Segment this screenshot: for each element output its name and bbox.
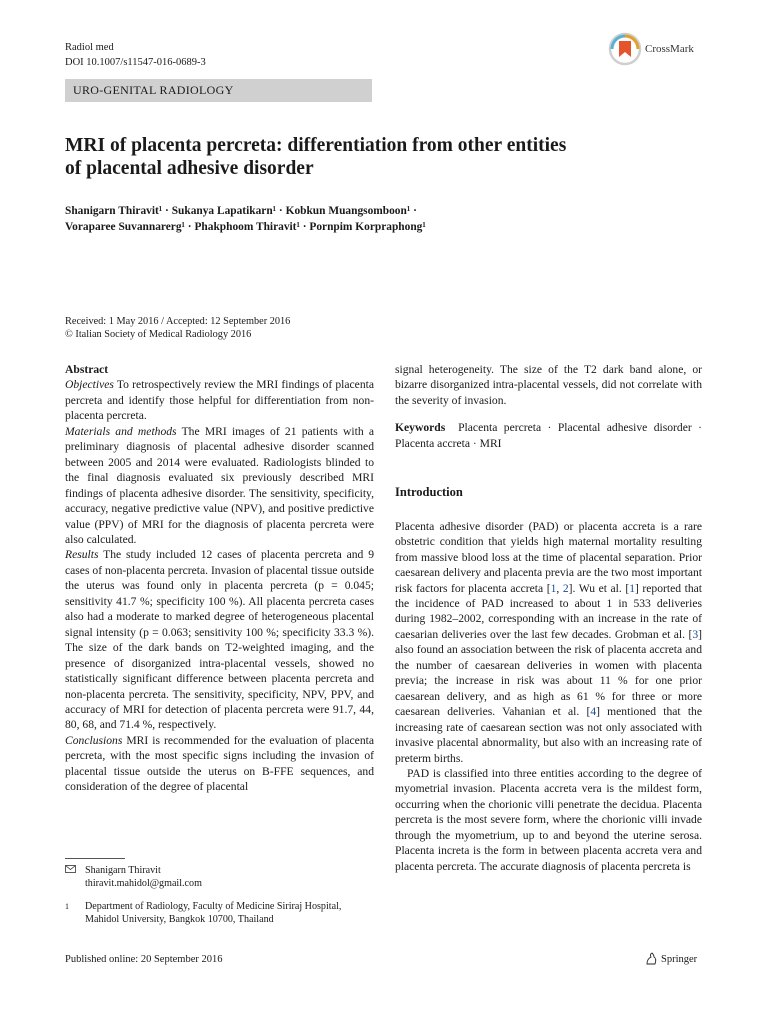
- results-text: The study included 12 cases of placenta percreta and 9 cases of non-placenta percreta. Invasion of placental tissue outside the uterus was found only in placenta percreta (p = 0.045; sensitivity 41.7 %; specificity 100 %). All placenta percreta cases also had a moderate to marked degree of heterogeneous placental signal intensity (p = 0.063; sensitivity 100 %; specificity 33.3 %). The size of the dark bands on T2-weighted imaging, and the presence of disorganized intra-placental vessels, showed no statistically significant difference between placenta percreta and non-placenta percreta. The sensitivity, specificity, NPV, PPV, and accuracy of MRI for detection of placenta percreta were 91.7, 44, 80, 68, and 71.4 %, respectively.: [65, 548, 374, 732]
- intro-text: ] also found an association between the risk of placenta accreta and the number of caesarean deliveries in women with placenta previa; the increase in risk was about 11 % for one prior caesarean delivery, and as high as 61 % for three or more caesarean deliveries. Vahanian et al. [: [395, 627, 702, 719]
- corresponding-author: [65, 864, 365, 890]
- intro-text: ]. Wu et al. [: [568, 581, 630, 595]
- conclusions-text: MRI is recommended for the evaluation of placenta percreta, with the most specific signs including the invasion of placental tissue outside the uterus on B-FFE sequences, and consideration of the degree of placental: [65, 733, 374, 794]
- abstract-conclusions: [65, 733, 374, 795]
- crossmark-label: CrossMark: [645, 43, 694, 55]
- methods-label: Materials and methods: [65, 424, 177, 438]
- title-line-1: MRI of placenta percreta: differentiation from other entities: [65, 135, 567, 156]
- conclusions-continued: signal heterogeneity. The size of the T2 dark band alone, or bizarre disorganized intra-placental vessels, did not correlate with the severity of invasion.: [395, 363, 702, 407]
- conclusions-label: Conclusions: [65, 733, 123, 747]
- authors-line-2: Voraparee Suvannarerg¹ · Phakphoom Thiravit¹ · Pornpim Korpraphong¹: [65, 221, 426, 233]
- journal-header: [65, 40, 206, 70]
- title-line-2: of placental adhesive disorder: [65, 158, 314, 179]
- intro-paragraph-1: [395, 519, 702, 766]
- copyright: © Italian Society of Medical Radiology 2016: [65, 329, 252, 340]
- citation-link[interactable]: 3: [692, 627, 699, 641]
- objectives-text: To retrospectively review the MRI findings of placenta percreta and identify those helpful for differentiation from non-placenta percreta.: [65, 378, 374, 423]
- footnotes: [65, 864, 365, 926]
- abstract-column: [65, 362, 374, 795]
- springer-logo[interactable]: [644, 952, 697, 966]
- keywords-label: Keywords: [395, 421, 446, 435]
- objectives-label: Objectives: [65, 378, 114, 392]
- abstract-heading: Abstract: [65, 363, 109, 376]
- results-label: Results: [65, 548, 99, 562]
- springer-horse-icon: [644, 952, 658, 966]
- crossmark-badge[interactable]: [608, 32, 694, 66]
- citation-link[interactable]: 4: [590, 705, 597, 719]
- journal-name: Radiol med: [65, 42, 114, 53]
- intro-text: ,: [556, 581, 563, 595]
- abstract-results: [65, 547, 374, 732]
- doi[interactable]: DOI 10.1007/s11547-016-0689-3: [65, 57, 206, 68]
- section-banner: URO-GENITAL RADIOLOGY: [65, 79, 372, 102]
- keywords: [395, 420, 702, 451]
- abstract-objectives: [65, 377, 374, 423]
- author-list: [65, 203, 705, 235]
- right-column: [395, 362, 702, 874]
- author-email[interactable]: thiravit.mahidol@gmail.com: [85, 878, 202, 889]
- affiliation-text: Department of Radiology, Faculty of Medicine Siriraj Hospital, Mahidol University, Bangkok 10700, Thailand: [85, 901, 342, 925]
- intro-text: Placenta adhesive disorder (PAD) or placenta accreta is a rare obstetric condition that yields high maternal mortality resulting from massive blood loss at the time of placental separation. Prior caesarean delivery and placenta previa are the two most important risk factors for placenta accreta [: [395, 519, 702, 595]
- crossmark-icon: [608, 32, 642, 66]
- intro-text: ] mentioned that the increasing rate of caesarean section was not only associated with invasive placental abnormality, but also with an increasing rate of preterm births.: [395, 705, 702, 765]
- envelope-icon: [65, 864, 85, 890]
- citation-link[interactable]: 1: [550, 581, 557, 595]
- abstract-methods: [65, 424, 374, 548]
- article-dates: [65, 315, 290, 341]
- footnote-divider: [65, 858, 125, 859]
- authors-line-1: Shanigarn Thiravit¹ · Sukanya Lapatikarn¹ · Kobkun Muangsomboon¹ ·: [65, 205, 417, 217]
- methods-text: The MRI images of 21 patients with a preliminary diagnosis of placental adhesive disorder scanned between 2005 and 2014 were evaluated. Radiologists blinded to the final diagnosis evaluated six previously described MRI findings of placenta adhesive disorder. The sensitivity, specificity, accuracy, negative predictive value (NPV), and positive predictive value (PPV) of MRI for the diagnosis of placenta percreta were also calculated.: [65, 424, 374, 546]
- citation-link[interactable]: 2: [562, 581, 569, 595]
- intro-paragraph-2: PAD is classified into three entities according to the degree of myometrial invasion. Placenta accreta vera is the mildest form, occurring when the chorionic villi penetrate the decidua. Placenta percreta is the most severe form, where the chorionic villi invade through the myometrium, up to and beyond the uterine serosa. Placenta increta is the form in between placenta accreta vera and placenta percreta. The accurate diagnosis of placenta percreta is: [395, 766, 702, 873]
- received-accepted: Received: 1 May 2016 / Accepted: 12 September 2016: [65, 316, 291, 327]
- published-online: Published online: 20 September 2016: [65, 954, 223, 965]
- springer-label: Springer: [661, 953, 698, 965]
- article-title: [65, 134, 705, 180]
- author-name: Shanigarn Thiravit: [85, 865, 161, 876]
- affiliation: [65, 900, 365, 926]
- citation-link[interactable]: 1: [629, 581, 635, 595]
- introduction-heading: Introduction: [395, 485, 463, 500]
- keywords-text: Placenta percreta · Placental adhesive disorder · Placenta accreta · MRI: [395, 421, 703, 450]
- affiliation-mark: 1: [65, 902, 69, 911]
- intro-text: ] reported that the incidence of PAD increased to about 1 in 533 deliveries during 1982–2002, corresponding with an increase in the rate of caesarian deliveries over the last few decades. Grobman et al. [: [395, 581, 702, 641]
